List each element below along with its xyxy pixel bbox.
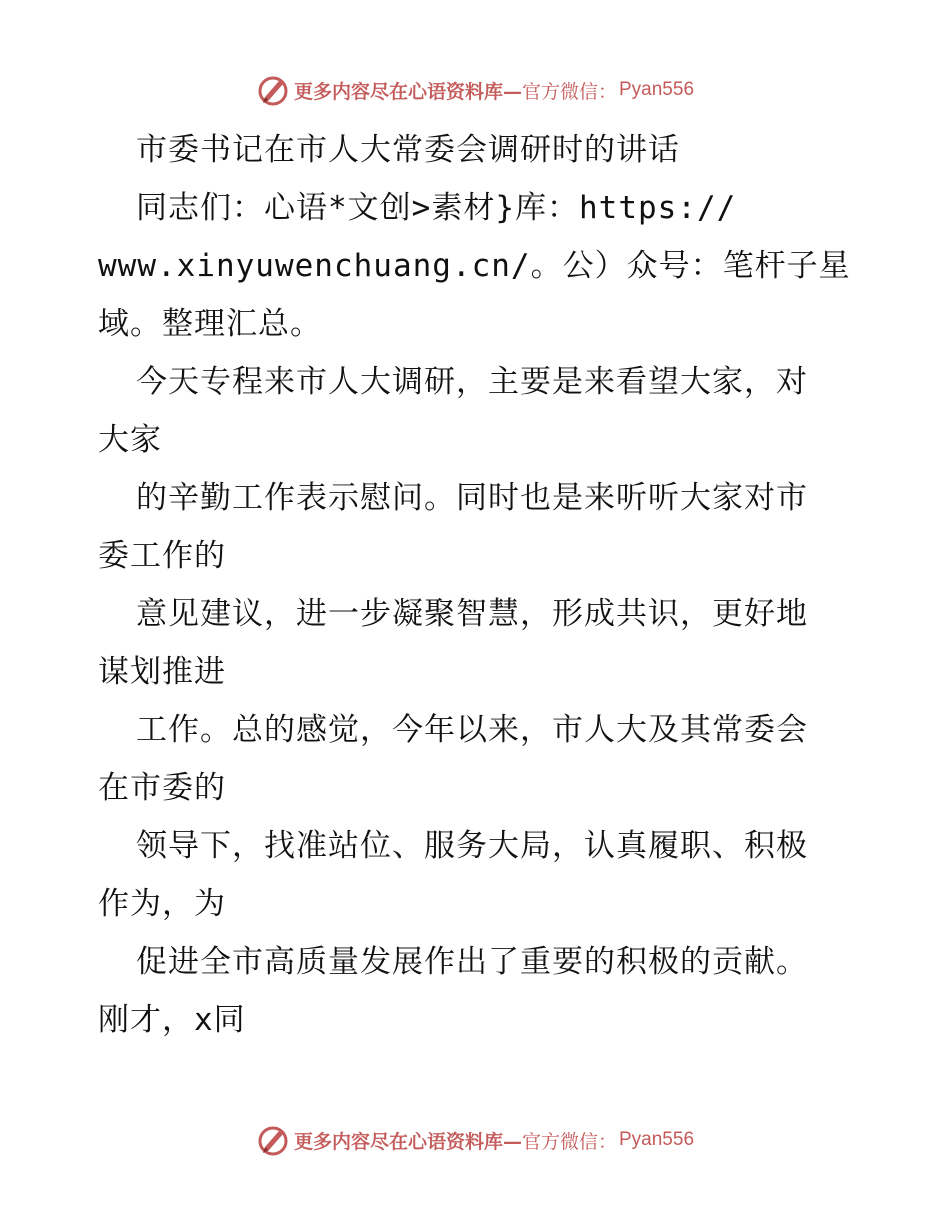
doc-line: 工作。总的感觉，今年以来，市人大及其常委会: [136, 712, 808, 748]
doc-line: 促进全市高质量发展作出了重要的积极的贡献。: [136, 944, 808, 980]
banner-wechat-id: Pyan556: [619, 79, 695, 100]
footer-banner: [0, 1120, 950, 1160]
doc-line: 的辛勤工作表示慰问。同时也是来听听大家对市: [136, 480, 808, 516]
doc-line: www.xinyuwenchuang.cn/。公）众号：笔杆子星: [98, 248, 851, 284]
doc-line: 刚才，x同: [98, 1002, 246, 1038]
doc-line: 领导下，找准站位、服务大局，认真履职、积极: [136, 828, 808, 864]
doc-line: 意见建议，进一步凝聚智慧，形成共识，更好地: [136, 596, 808, 632]
doc-line: 作为，为: [98, 886, 226, 922]
doc-line: 大家: [98, 422, 162, 458]
header-banner: [0, 70, 950, 110]
document-body: [98, 121, 858, 1049]
doc-line: 谋划推进: [98, 654, 226, 690]
doc-line: 市委书记在市人大常委会调研时的讲话: [136, 132, 680, 168]
banner-wechat-label: 官方微信：: [521, 80, 617, 103]
doc-line: 委工作的: [98, 538, 226, 574]
banner-wechat-label: 官方微信：: [521, 1130, 617, 1153]
pen-logo-icon: [256, 73, 290, 107]
banner-text: 更多内容尽在心语资料库—: [293, 1130, 522, 1153]
banner-wechat-id: Pyan556: [619, 1129, 695, 1150]
doc-line: 在市委的: [98, 770, 226, 806]
doc-line: 域。整理汇总。: [98, 306, 322, 342]
pen-logo-icon: [256, 1123, 290, 1157]
banner-text: 更多内容尽在心语资料库—: [293, 80, 522, 103]
doc-line: 同志们：心语*文创>素材}库：https://: [136, 190, 737, 226]
doc-line: 今天专程来市人大调研，主要是来看望大家，对: [136, 364, 808, 400]
